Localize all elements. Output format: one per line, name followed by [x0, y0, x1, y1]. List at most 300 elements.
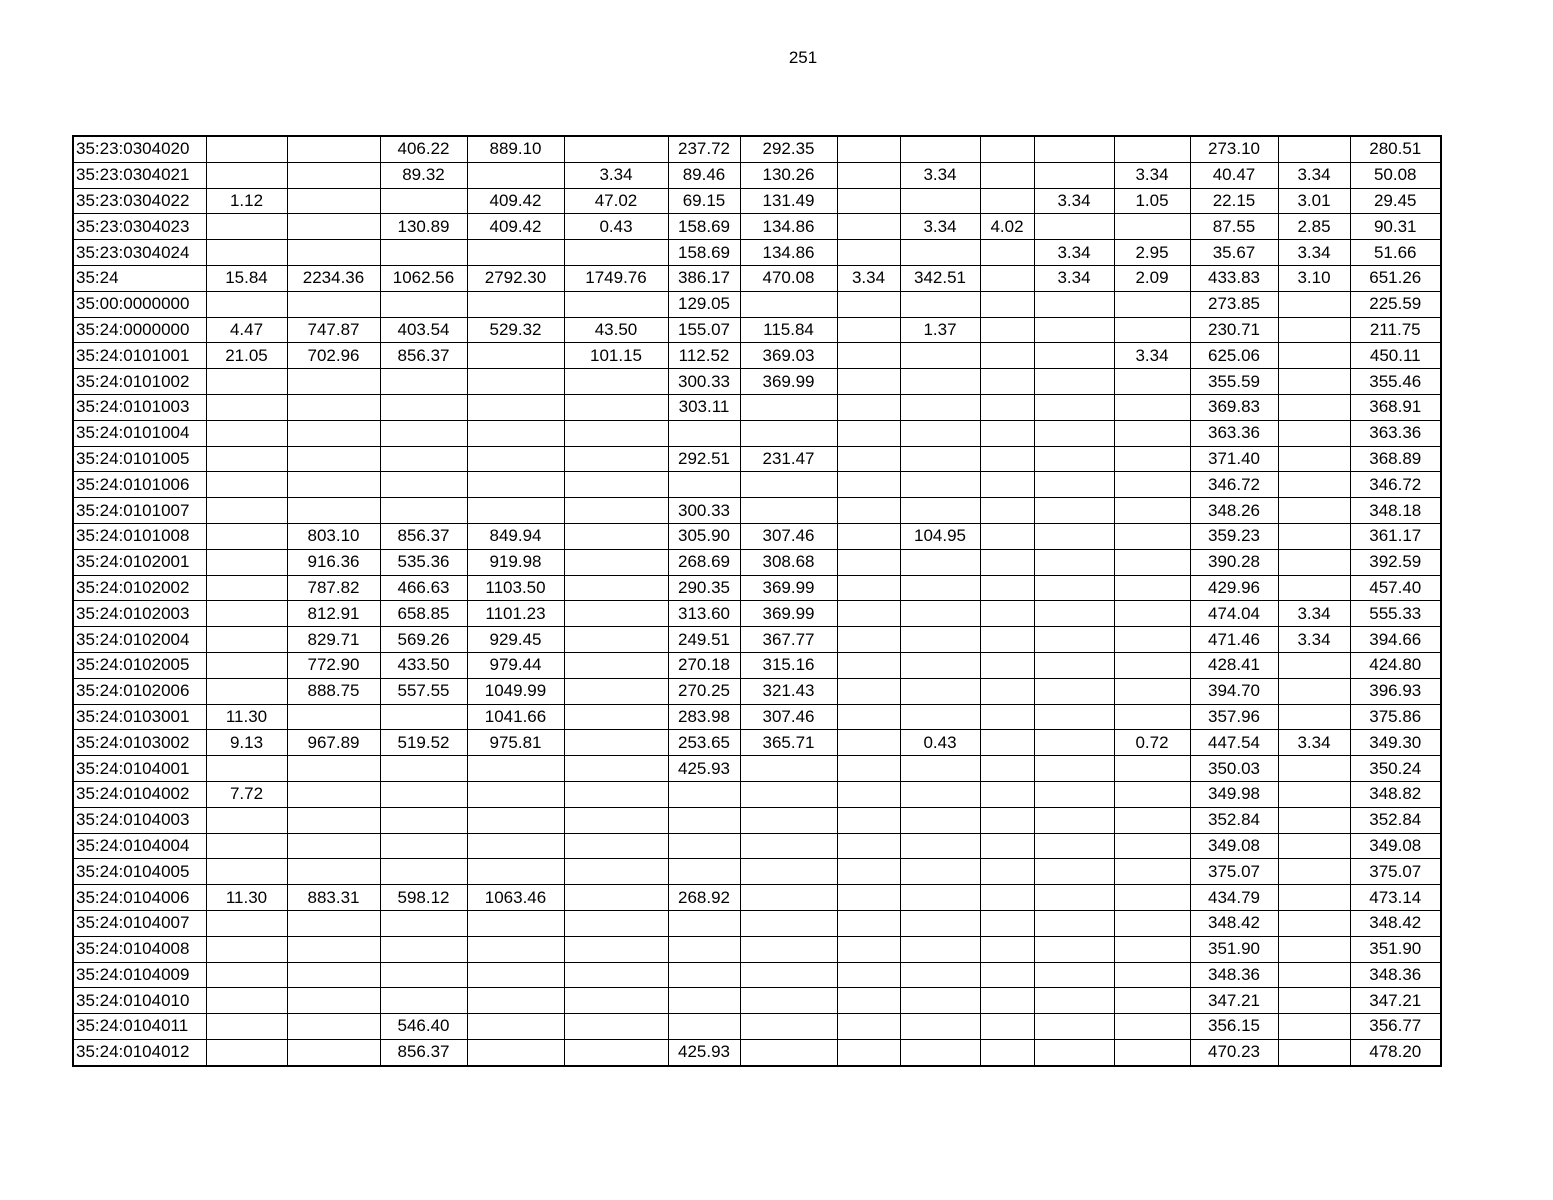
table-row [73, 988, 1441, 1014]
row-key-cell: 35:24:0104006 [73, 885, 206, 911]
table-cell: 3.34 [1278, 601, 1350, 627]
table-cell: 134.86 [740, 240, 837, 266]
table-cell [1278, 678, 1350, 704]
table-cell: 409.42 [467, 214, 564, 240]
table-cell [287, 136, 380, 162]
table-cell [980, 936, 1034, 962]
table-cell [1114, 859, 1190, 885]
table-cell: 787.82 [287, 575, 380, 601]
table-row [73, 420, 1441, 446]
table-cell: 772.90 [287, 652, 380, 678]
table-cell: 361.17 [1350, 523, 1441, 549]
table-cell [467, 291, 564, 317]
table-cell: 1.12 [206, 188, 287, 214]
row-key-cell: 35:00:0000000 [73, 291, 206, 317]
table-cell: 342.51 [900, 265, 980, 291]
table-cell [1034, 601, 1114, 627]
table-cell [900, 627, 980, 653]
table-cell [837, 962, 900, 988]
table-cell [740, 936, 837, 962]
table-cell [837, 1039, 900, 1065]
table-cell: 812.91 [287, 601, 380, 627]
table-cell: 368.91 [1350, 394, 1441, 420]
table-cell: 356.15 [1190, 1014, 1278, 1040]
table-cell [740, 988, 837, 1014]
table-cell [980, 807, 1034, 833]
table-cell: 307.46 [740, 523, 837, 549]
table-cell [1034, 1014, 1114, 1040]
table-cell: 355.59 [1190, 369, 1278, 395]
table-cell: 158.69 [668, 214, 740, 240]
table-cell: 273.85 [1190, 291, 1278, 317]
table-row [73, 369, 1441, 395]
table-cell: 7.72 [206, 781, 287, 807]
table-cell [980, 343, 1034, 369]
table-cell [1114, 910, 1190, 936]
table-cell [740, 291, 837, 317]
table-row [73, 575, 1441, 601]
table-cell [980, 394, 1034, 420]
table-row [73, 394, 1441, 420]
table-cell [206, 910, 287, 936]
table-cell [837, 1014, 900, 1040]
table-cell [837, 472, 900, 498]
table-cell [1114, 627, 1190, 653]
table-cell [467, 162, 564, 188]
table-cell [380, 756, 467, 782]
table-cell: 929.45 [467, 627, 564, 653]
row-key-cell: 35:24:0102001 [73, 549, 206, 575]
table-cell: 369.99 [740, 601, 837, 627]
table-cell [980, 420, 1034, 446]
table-cell: 305.90 [668, 523, 740, 549]
table-cell: 425.93 [668, 1039, 740, 1065]
table-cell: 40.47 [1190, 162, 1278, 188]
table-cell: 350.24 [1350, 756, 1441, 782]
table-cell: 283.98 [668, 704, 740, 730]
table-cell: 313.60 [668, 601, 740, 627]
table-cell: 919.98 [467, 549, 564, 575]
table-cell [900, 446, 980, 472]
table-cell: 348.82 [1350, 781, 1441, 807]
table-cell [740, 833, 837, 859]
table-row [73, 214, 1441, 240]
table-cell: 2234.36 [287, 265, 380, 291]
table-cell [668, 859, 740, 885]
table-cell [900, 601, 980, 627]
table-cell [287, 420, 380, 446]
table-cell [380, 962, 467, 988]
table-cell: 348.42 [1350, 910, 1441, 936]
table-cell: 349.30 [1350, 730, 1441, 756]
table-cell [564, 833, 668, 859]
table-cell: 1049.99 [467, 678, 564, 704]
table-cell [900, 652, 980, 678]
table-cell: 557.55 [380, 678, 467, 704]
table-cell [900, 962, 980, 988]
table-cell [1114, 420, 1190, 446]
table-cell [980, 730, 1034, 756]
table-cell: 69.15 [668, 188, 740, 214]
table-cell: 471.46 [1190, 627, 1278, 653]
table-row [73, 317, 1441, 343]
table-cell [1278, 575, 1350, 601]
table-cell [380, 446, 467, 472]
table-cell: 883.31 [287, 885, 380, 911]
table-cell: 359.23 [1190, 523, 1278, 549]
table-row [73, 549, 1441, 575]
table-cell: 249.51 [668, 627, 740, 653]
table-cell [467, 756, 564, 782]
row-key-cell: 35:24:0000000 [73, 317, 206, 343]
table-cell [1278, 291, 1350, 317]
table-cell [1114, 498, 1190, 524]
table-cell [467, 343, 564, 369]
table-cell [564, 549, 668, 575]
table-cell [206, 859, 287, 885]
table-cell: 702.96 [287, 343, 380, 369]
table-cell: 349.98 [1190, 781, 1278, 807]
table-cell [1278, 498, 1350, 524]
table-cell [1114, 781, 1190, 807]
table-cell: 352.84 [1190, 807, 1278, 833]
table-cell: 89.32 [380, 162, 467, 188]
table-cell [564, 988, 668, 1014]
table-cell: 3.34 [1034, 265, 1114, 291]
table-cell [1034, 936, 1114, 962]
table-cell [1278, 910, 1350, 936]
data-table [72, 135, 1442, 1067]
table-cell: 253.65 [668, 730, 740, 756]
table-cell [837, 807, 900, 833]
table-row [73, 472, 1441, 498]
table-cell [900, 704, 980, 730]
table-cell [980, 549, 1034, 575]
row-key-cell: 35:24:0101002 [73, 369, 206, 395]
table-cell [900, 807, 980, 833]
table-cell: 447.54 [1190, 730, 1278, 756]
table-cell [206, 446, 287, 472]
table-cell [980, 756, 1034, 782]
table-cell [837, 885, 900, 911]
table-cell [980, 1039, 1034, 1065]
table-cell [206, 420, 287, 446]
table-cell [837, 730, 900, 756]
table-cell [287, 988, 380, 1014]
table-cell [287, 807, 380, 833]
table-cell [206, 162, 287, 188]
table-cell [837, 136, 900, 162]
row-key-cell: 35:24:0104001 [73, 756, 206, 782]
table-cell [1034, 885, 1114, 911]
table-cell [1278, 446, 1350, 472]
table-cell [467, 240, 564, 266]
table-row [73, 859, 1441, 885]
table-cell [467, 781, 564, 807]
table-cell [837, 549, 900, 575]
table-cell: 3.34 [564, 162, 668, 188]
table-cell: 349.08 [1190, 833, 1278, 859]
table-cell: 598.12 [380, 885, 467, 911]
table-cell: 856.37 [380, 523, 467, 549]
table-cell: 3.34 [1278, 162, 1350, 188]
table-cell: 856.37 [380, 1039, 467, 1065]
table-cell [1034, 394, 1114, 420]
table-cell: 155.07 [668, 317, 740, 343]
table-cell [1034, 291, 1114, 317]
table-cell [1034, 910, 1114, 936]
table-cell [1278, 549, 1350, 575]
table-cell: 346.72 [1350, 472, 1441, 498]
table-cell [1278, 1014, 1350, 1040]
table-cell: 11.30 [206, 885, 287, 911]
table-cell [740, 472, 837, 498]
table-cell [1114, 1039, 1190, 1065]
table-cell [837, 781, 900, 807]
table-cell: 308.68 [740, 549, 837, 575]
table-cell: 529.32 [467, 317, 564, 343]
table-cell: 967.89 [287, 730, 380, 756]
table-cell: 429.96 [1190, 575, 1278, 601]
table-cell [287, 394, 380, 420]
table-cell: 3.34 [837, 265, 900, 291]
table-cell: 131.49 [740, 188, 837, 214]
table-cell: 11.30 [206, 704, 287, 730]
table-cell: 280.51 [1350, 136, 1441, 162]
table-cell [206, 601, 287, 627]
table-cell [380, 472, 467, 498]
table-cell: 368.89 [1350, 446, 1441, 472]
table-cell [380, 807, 467, 833]
table-cell: 849.94 [467, 523, 564, 549]
table-cell [1114, 136, 1190, 162]
table-row [73, 136, 1441, 162]
table-cell: 2.85 [1278, 214, 1350, 240]
row-key-cell: 35:23:0304021 [73, 162, 206, 188]
table-cell [900, 394, 980, 420]
table-cell: 115.84 [740, 317, 837, 343]
table-cell: 474.04 [1190, 601, 1278, 627]
table-cell: 3.34 [1114, 343, 1190, 369]
table-cell [900, 498, 980, 524]
table-cell: 3.34 [1114, 162, 1190, 188]
table-cell: 3.10 [1278, 265, 1350, 291]
table-cell [980, 833, 1034, 859]
table-cell: 1103.50 [467, 575, 564, 601]
table-cell [837, 601, 900, 627]
table-cell: 3.34 [1278, 240, 1350, 266]
table-cell [287, 936, 380, 962]
table-cell [206, 962, 287, 988]
table-cell: 856.37 [380, 343, 467, 369]
table-cell [467, 962, 564, 988]
table-cell [900, 936, 980, 962]
table-cell [900, 756, 980, 782]
table-cell: 555.33 [1350, 601, 1441, 627]
table-cell: 300.33 [668, 498, 740, 524]
table-row [73, 781, 1441, 807]
table-cell: 355.46 [1350, 369, 1441, 395]
table-cell: 321.43 [740, 678, 837, 704]
table-cell [1034, 523, 1114, 549]
table-cell: 29.45 [1350, 188, 1441, 214]
table-cell: 375.86 [1350, 704, 1441, 730]
table-cell [1114, 446, 1190, 472]
table-cell [900, 910, 980, 936]
table-cell: 3.34 [900, 162, 980, 188]
table-cell [467, 859, 564, 885]
table-cell: 651.26 [1350, 265, 1441, 291]
table-cell [287, 446, 380, 472]
row-key-cell: 35:24:0104012 [73, 1039, 206, 1065]
table-cell [837, 627, 900, 653]
table-row [73, 498, 1441, 524]
table-cell [1278, 523, 1350, 549]
row-key-cell: 35:24:0103001 [73, 704, 206, 730]
table-cell [668, 420, 740, 446]
table-cell: 829.71 [287, 627, 380, 653]
table-cell [380, 936, 467, 962]
table-cell [837, 652, 900, 678]
table-cell [564, 936, 668, 962]
table-cell [380, 988, 467, 1014]
table-cell: 450.11 [1350, 343, 1441, 369]
table-cell: 1062.56 [380, 265, 467, 291]
table-cell [564, 678, 668, 704]
table-cell [1034, 214, 1114, 240]
table-cell: 975.81 [467, 730, 564, 756]
table-cell [564, 962, 668, 988]
table-cell: 21.05 [206, 343, 287, 369]
table-cell: 1.37 [900, 317, 980, 343]
table-cell: 392.59 [1350, 549, 1441, 575]
table-cell: 112.52 [668, 343, 740, 369]
row-key-cell: 35:24:0104002 [73, 781, 206, 807]
table-cell [980, 910, 1034, 936]
table-cell: 50.08 [1350, 162, 1441, 188]
table-cell [1034, 859, 1114, 885]
table-cell [980, 369, 1034, 395]
table-cell [564, 756, 668, 782]
table-cell [900, 188, 980, 214]
table-cell [980, 265, 1034, 291]
table-cell: 369.83 [1190, 394, 1278, 420]
table-cell: 347.21 [1350, 988, 1441, 1014]
table-cell [564, 1039, 668, 1065]
table-cell [1034, 498, 1114, 524]
table-cell [980, 781, 1034, 807]
table-cell [1114, 549, 1190, 575]
table-cell [1114, 1014, 1190, 1040]
table-cell: 803.10 [287, 523, 380, 549]
table-cell [1034, 962, 1114, 988]
table-cell: 130.89 [380, 214, 467, 240]
table-cell [287, 756, 380, 782]
table-cell [564, 472, 668, 498]
table-cell [287, 162, 380, 188]
table-row [73, 910, 1441, 936]
table-cell [668, 472, 740, 498]
table-cell [1278, 885, 1350, 911]
table-cell [980, 627, 1034, 653]
table-cell [467, 498, 564, 524]
table-cell [564, 136, 668, 162]
table-cell: 0.43 [564, 214, 668, 240]
table-cell: 1.05 [1114, 188, 1190, 214]
table-cell: 394.70 [1190, 678, 1278, 704]
table-cell: 2.95 [1114, 240, 1190, 266]
table-cell [900, 549, 980, 575]
table-cell [1278, 1039, 1350, 1065]
row-key-cell: 35:24:0104009 [73, 962, 206, 988]
table-cell: 369.99 [740, 575, 837, 601]
table-cell: 347.21 [1190, 988, 1278, 1014]
table-cell: 375.07 [1190, 859, 1278, 885]
table-cell [467, 446, 564, 472]
table-cell [287, 498, 380, 524]
table-cell: 47.02 [564, 188, 668, 214]
table-cell [1114, 833, 1190, 859]
table-cell [1034, 575, 1114, 601]
table-cell: 433.83 [1190, 265, 1278, 291]
table-cell: 375.07 [1350, 859, 1441, 885]
table-cell [467, 807, 564, 833]
table-cell [837, 317, 900, 343]
table-row [73, 678, 1441, 704]
table-cell [980, 704, 1034, 730]
table-cell [467, 394, 564, 420]
table-cell [740, 1014, 837, 1040]
table-cell [1034, 781, 1114, 807]
table-cell: 546.40 [380, 1014, 467, 1040]
table-cell [1034, 343, 1114, 369]
table-cell [1114, 936, 1190, 962]
table-cell: 130.26 [740, 162, 837, 188]
table-cell [1278, 369, 1350, 395]
table-cell [1114, 369, 1190, 395]
table-cell [740, 910, 837, 936]
table-cell [980, 446, 1034, 472]
table-cell [467, 833, 564, 859]
table-cell [837, 833, 900, 859]
table-cell: 3.34 [1278, 627, 1350, 653]
table-cell [1034, 1039, 1114, 1065]
table-cell: 350.03 [1190, 756, 1278, 782]
table-cell: 367.77 [740, 627, 837, 653]
table-row [73, 291, 1441, 317]
table-cell [287, 1014, 380, 1040]
table-cell [1114, 317, 1190, 343]
table-cell [837, 420, 900, 446]
table-cell [1034, 988, 1114, 1014]
table-cell: 87.55 [1190, 214, 1278, 240]
table-cell: 433.50 [380, 652, 467, 678]
table-cell [564, 601, 668, 627]
table-cell [900, 369, 980, 395]
table-cell [206, 575, 287, 601]
table-cell [837, 162, 900, 188]
page-number: 251 [788, 48, 818, 67]
row-key-cell: 35:24:0101008 [73, 523, 206, 549]
table-cell [1278, 652, 1350, 678]
table-cell [467, 1039, 564, 1065]
table-cell [206, 549, 287, 575]
table-cell [837, 988, 900, 1014]
table-cell [1278, 704, 1350, 730]
table-row [73, 1039, 1441, 1065]
table-cell [1278, 394, 1350, 420]
table-cell [1114, 807, 1190, 833]
